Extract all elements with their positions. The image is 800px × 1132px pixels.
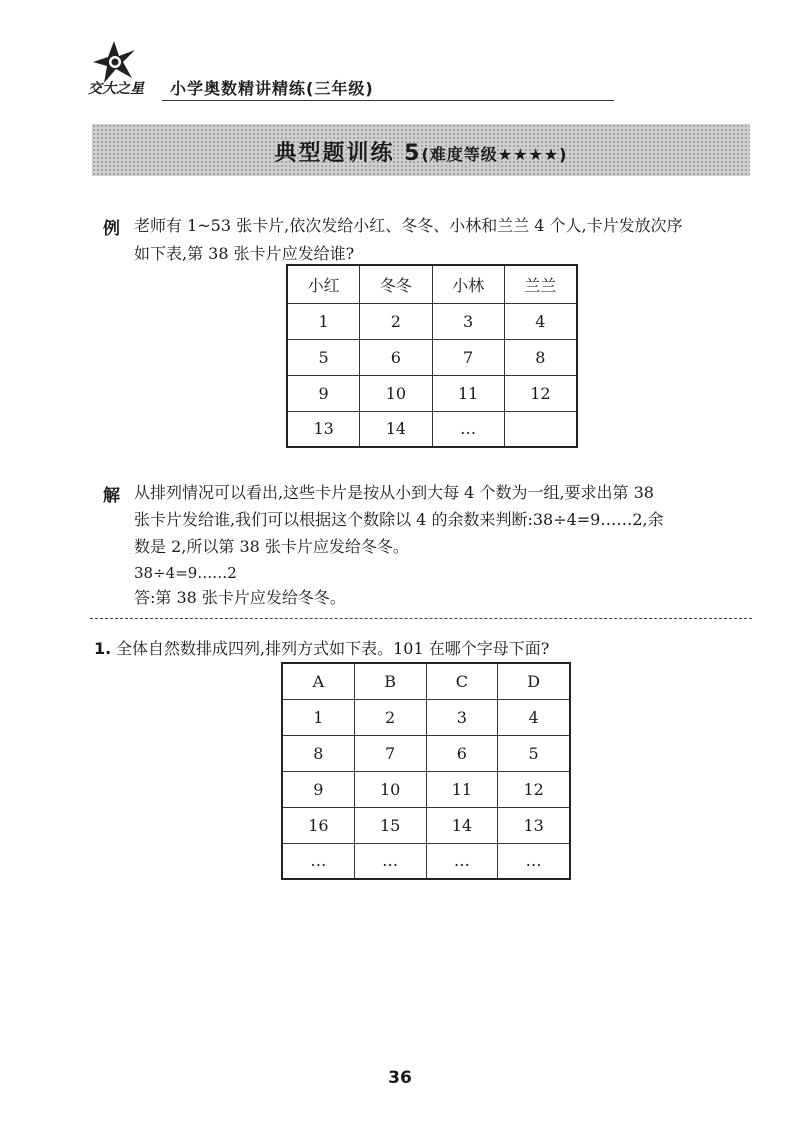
table-cell: … [432,411,504,447]
table-cell: 14 [426,807,498,843]
table-cell: 7 [432,339,504,375]
table-cell: 11 [432,375,504,411]
table-cell: 9 [287,375,360,411]
table-cell: 9 [282,771,354,807]
solution-line-2: 张卡片发给谁,我们可以根据这个数除以 4 的余数来判断:38÷4=9……2,余 [134,510,664,529]
table-cell: … [498,843,570,879]
table-cell: 10 [360,375,432,411]
table-cell: 4 [498,699,570,735]
table-header-cell: C [426,663,498,699]
table-cell: 1 [282,699,354,735]
table-cell: 8 [504,339,577,375]
table-row [282,807,570,843]
table-row [287,303,577,339]
example-line-1: 老师有 1~53 张卡片,依次发给小红、冬冬、小林和兰兰 4 个人,卡片发放次序 [134,216,683,235]
table-cell: 7 [354,735,426,771]
table-cell: 14 [360,411,432,447]
table-header-row [287,265,577,303]
table-cell: 3 [426,699,498,735]
table-cell: 13 [287,411,360,447]
table-cell: 6 [360,339,432,375]
solution-marker: 解 [103,486,120,506]
book-title: 小学奥数精讲精练(三年级) [170,79,374,98]
section-banner [92,124,750,176]
table-row [282,771,570,807]
table-header-cell: 冬冬 [360,265,432,303]
table-cell: … [426,843,498,879]
table-row [282,735,570,771]
table-cell [504,411,577,447]
table-header-cell: D [498,663,570,699]
table-cell: 16 [282,807,354,843]
table-row [287,411,577,447]
table-cell: 5 [498,735,570,771]
header-rule [162,100,614,101]
section-title [92,136,750,167]
table-cell: 12 [504,375,577,411]
solution-answer: 答:第 38 张卡片应发给冬冬。 [134,588,346,607]
table-cell: 15 [354,807,426,843]
table-cell: 2 [354,699,426,735]
logo-text: 交大之星 [88,81,144,97]
section-divider [90,618,752,619]
solution-calculation: 38÷4=9……2 [134,564,237,582]
table-cell: … [282,843,354,879]
problem-text: 全体自然数排成四列,排列方式如下表。101 在哪个字母下面? [116,639,550,658]
page-number: 36 [388,1068,412,1088]
table-cell: 10 [354,771,426,807]
example-line-2: 如下表,第 38 张卡片应发给谁? [134,244,355,263]
table-row [287,339,577,375]
table-cell: 8 [282,735,354,771]
table-cell: 13 [498,807,570,843]
table-cell: 4 [504,303,577,339]
example-marker: 例 [103,219,120,239]
table-row [287,375,577,411]
table-row [282,699,570,735]
table-cell: 2 [360,303,432,339]
table-cell: 12 [498,771,570,807]
table-header-cell: B [354,663,426,699]
example-table [286,264,578,448]
table-cell: 6 [426,735,498,771]
table-cell: 5 [287,339,360,375]
table-header-cell: 兰兰 [504,265,577,303]
solution-line-3: 数是 2,所以第 38 张卡片应发给冬冬。 [134,537,409,556]
table-header-cell: A [282,663,354,699]
table-cell: 1 [287,303,360,339]
difficulty-rating: (难度等级★★★★) [421,145,568,164]
problem-table [281,662,571,880]
running-header [88,40,528,102]
table-header-row [282,663,570,699]
table-cell: 11 [426,771,498,807]
solution-line-1: 从排列情况可以看出,这些卡片是按从小到大每 4 个数为一组,要求出第 38 [134,483,654,502]
table-cell: 3 [432,303,504,339]
problem-number: 1. [94,639,112,658]
section-title-main: 典型题训练 5 [274,141,422,166]
table-cell: … [354,843,426,879]
table-header-cell: 小红 [287,265,360,303]
table-row [282,843,570,879]
table-header-cell: 小林 [432,265,504,303]
